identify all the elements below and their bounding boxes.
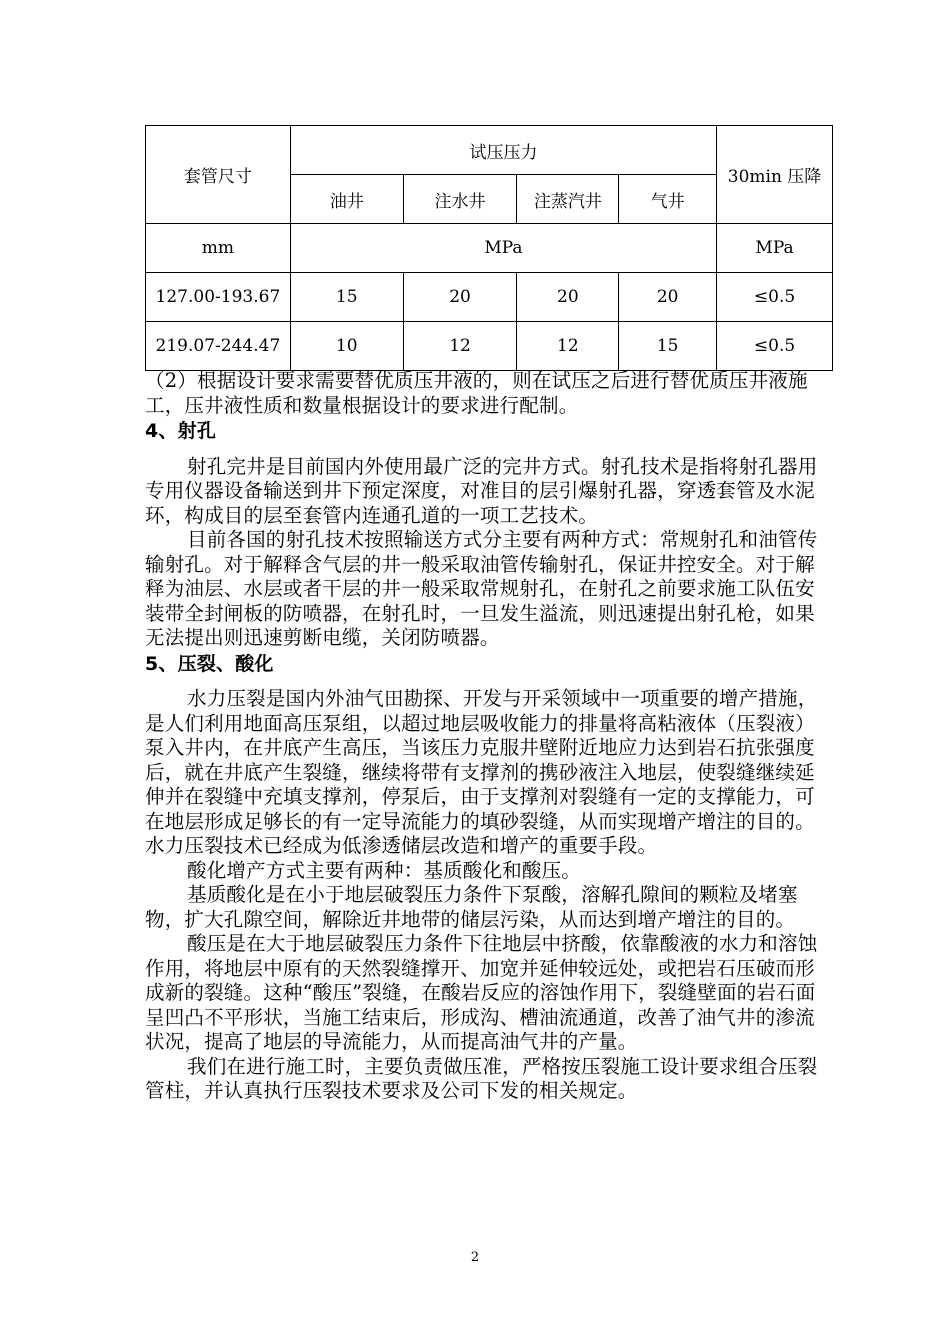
header-water-injection-well: 注水井 <box>403 175 517 224</box>
body-text <box>145 369 833 1104</box>
cell-water: 20 <box>403 273 517 322</box>
paragraph-acidizing-4: 我们在进行施工时，主要负责做压准，严格按压裂施工设计要求组合压裂管柱，并认真执行压裂技术要求及公司下发的相关规定。 <box>145 1054 818 1102</box>
header-steam-injection-well: 注蒸汽井 <box>517 175 619 224</box>
heading-fracturing: 5、压裂、酸化 <box>145 652 274 675</box>
cell-oil: 15 <box>290 273 403 322</box>
cell-gas: 20 <box>619 273 717 322</box>
paragraph-fracturing-1: 水力压裂是国内外油气田勘探、开发与开采领域中一项重要的增产措施，是人们利用地面高压泵组，以超过地层吸收能力的排量将高粘液体（压裂液）泵入井内，在井底产生高压，当该压力克服井壁附近地应力达到岩石抗张强度后，就在井底产生裂缝，继续将带有支撑剂的携砂液注入地层，使裂缝继续延伸并在裂缝中充填支撑剂，停泵后，由于支撑剂对裂缝有一定的支撑能力，可在地层形成足够长的有一定导流能力的填砂裂缝，从而实现增产增注的目的。水力压裂技术已经成为低渗透储层改造和增产的重要手段。 <box>145 687 818 857</box>
cell-oil: 10 <box>290 322 403 371</box>
cell-drop: ≤0.5 <box>717 322 833 371</box>
heading-perforation: 4、射孔 <box>145 420 217 442</box>
paragraph-perforation-1: 射孔完井是目前国内外使用最广泛的完井方式。射孔技术是指将射孔器用专用仪器设备输送到井下预定深度，对准目的层引爆射孔器，穿透套管及水泥环，构成目的层至套管内连通孔道的一项工艺技术。 <box>145 454 818 527</box>
cell-steam: 20 <box>517 273 619 322</box>
paragraph-acidizing-3: 酸压是在大于地层破裂压力条件下往地层中挤酸，依靠酸液的水力和溶蚀作用，将地层中原有的天然裂缝撑开、加宽并延伸较远处，或把岩石压破而形成新的裂缝。这种“酸压”裂缝，在酸岩反应的溶蚀作用下，裂缝壁面的岩石面呈凹凸不平形状，当施工结束后，形成沟、槽油流通道，改善了油气井的渗流状况，提高了地层的导流能力，从而提高油气井的产量。 <box>145 932 818 1053</box>
cell-water: 12 <box>403 322 517 371</box>
cell-drop: ≤0.5 <box>717 273 833 322</box>
header-oil-well: 油井 <box>290 175 403 224</box>
cell-gas: 15 <box>619 322 717 371</box>
paragraph-kill-fluid: （2）根据设计要求需要替优质压井液的，则在试压之后进行替优质压井液施工，压井液性质和数量根据设计的要求进行配制。 <box>145 369 808 417</box>
header-pressure-drop: 30min 压降 <box>717 126 833 224</box>
pressure-test-table <box>145 125 833 371</box>
unit-size: mm <box>146 224 291 273</box>
page-number: 2 <box>470 1250 480 1265</box>
header-casing-size: 套管尺寸 <box>146 126 291 224</box>
cell-size: 219.07-244.47 <box>146 322 291 371</box>
paragraph-acidizing-1: 酸化增产方式主要有两种：基质酸化和酸压。 <box>187 858 582 882</box>
header-test-pressure: 试压压力 <box>290 126 716 175</box>
cell-steam: 12 <box>517 322 619 371</box>
table-row <box>146 273 833 322</box>
paragraph-acidizing-2: 基质酸化是在小于地层破裂压力条件下泵酸，溶解孔隙间的颗粒及堵塞物，扩大孔隙空间，解除近井地带的储层污染，从而达到增产增注的目的。 <box>145 883 798 931</box>
header-gas-well: 气井 <box>619 175 717 224</box>
unit-pressure: MPa <box>290 224 716 273</box>
paragraph-perforation-2: 目前各国的射孔技术按照输送方式分主要有两种方式：常规射孔和油管传输射孔。对于解释含气层的井一般采取油管传输射孔，保证井控安全。对于解释为油层、水层或者干层的井一般采取常规射孔，在射孔之前要求施工队伍安装带全封闸板的防喷器，在射孔时，一旦发生溢流，则迅速提出射孔枪，如果无法提出则迅速剪断电缆，关闭防喷器。 <box>145 528 818 649</box>
table-row <box>146 322 833 371</box>
unit-drop: MPa <box>717 224 833 273</box>
cell-size: 127.00-193.67 <box>146 273 291 322</box>
